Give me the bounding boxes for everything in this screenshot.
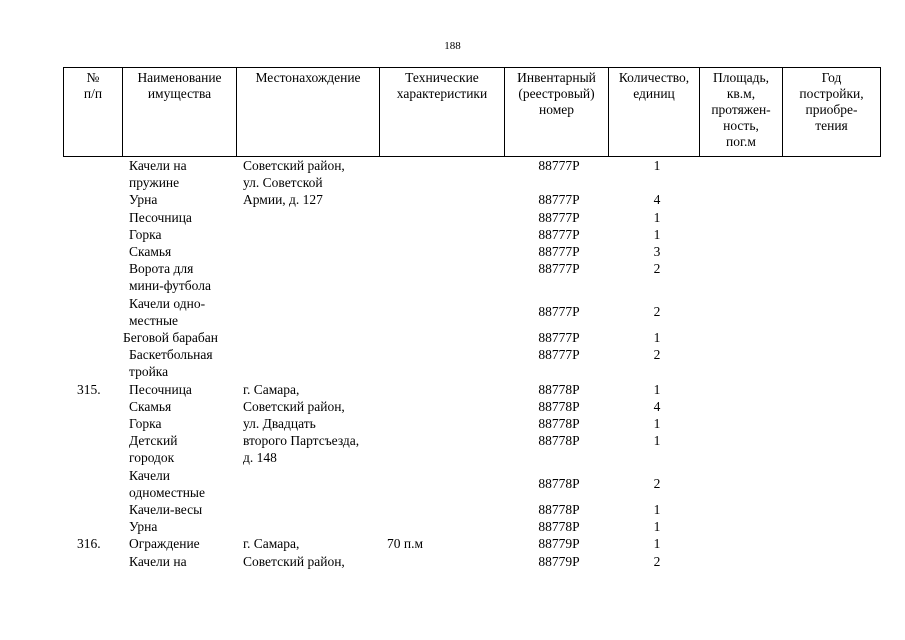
item-location: второго Партсъезда, xyxy=(243,433,360,449)
item-name: Детский xyxy=(129,433,178,449)
item-location: д. 148 xyxy=(243,450,277,466)
item-location: Советский район, xyxy=(243,553,345,569)
item-quantity: 1 xyxy=(653,330,661,345)
item-quantity: 4 xyxy=(653,398,661,414)
item-name: Ворота для xyxy=(129,261,194,277)
item-quantity: 1 xyxy=(653,226,661,242)
item-name: Скамья xyxy=(129,398,172,414)
item-location: г. Самара, xyxy=(243,536,300,552)
item-inventory: 88778Р xyxy=(538,502,580,517)
item-name: тройка xyxy=(129,364,169,380)
table-row xyxy=(0,432,905,449)
item-inventory: 88779Р xyxy=(538,536,580,552)
item-tech: 70 п.м xyxy=(387,536,424,552)
item-inventory: 88777Р xyxy=(538,158,580,173)
item-name: Качели одно- xyxy=(129,295,206,311)
item-name: Беговой барабан xyxy=(123,330,219,345)
item-quantity: 1 xyxy=(653,536,661,552)
table-header xyxy=(63,67,881,157)
item-name: Качели-весы xyxy=(129,502,203,517)
item-quantity: 3 xyxy=(653,244,661,259)
item-quantity: 2 xyxy=(653,553,661,569)
item-inventory: 88777Р xyxy=(538,192,580,208)
item-inventory: 88778Р xyxy=(538,476,580,492)
table-row xyxy=(0,191,905,208)
item-location: ул. Двадцать xyxy=(243,416,316,431)
item-inventory: 88777Р xyxy=(538,304,580,320)
item-quantity: 1 xyxy=(653,416,661,431)
item-quantity: 1 xyxy=(653,209,661,225)
table-row xyxy=(0,303,905,320)
item-name: Баскетбольная xyxy=(129,347,213,363)
item-quantity: 2 xyxy=(653,304,661,320)
header-tech: Технические характеристики xyxy=(380,68,505,157)
row-number: 315. xyxy=(77,381,101,397)
item-name: пружине xyxy=(129,175,180,191)
item-location: Советский район, xyxy=(243,158,345,173)
item-inventory: 88778Р xyxy=(538,416,580,431)
table-row xyxy=(0,277,905,294)
item-inventory: 88777Р xyxy=(538,347,580,363)
table-row xyxy=(0,260,905,277)
table-row xyxy=(0,346,905,363)
item-quantity: 4 xyxy=(653,192,661,208)
item-quantity: 1 xyxy=(653,158,661,173)
item-name: мини-футбола xyxy=(129,278,211,294)
table-row xyxy=(0,209,905,226)
item-inventory: 88778Р xyxy=(538,433,580,449)
item-name: Горка xyxy=(129,226,162,242)
page-number: 188 xyxy=(444,40,461,52)
item-quantity: 2 xyxy=(653,476,661,492)
item-location: ул. Советской xyxy=(243,175,323,191)
table-row xyxy=(0,501,905,518)
item-name: одноместные xyxy=(129,484,205,500)
item-quantity: 1 xyxy=(653,433,661,449)
item-name: Ограждение xyxy=(129,536,200,552)
item-name: местные xyxy=(129,312,179,328)
item-inventory: 88777Р xyxy=(538,261,580,277)
item-inventory: 88777Р xyxy=(538,244,580,259)
table-row xyxy=(0,553,905,570)
item-inventory: 88778Р xyxy=(538,398,580,414)
item-name: Песочница xyxy=(129,209,192,225)
table-row xyxy=(0,157,905,174)
item-name: Песочница xyxy=(129,381,192,397)
item-name: городок xyxy=(129,450,175,466)
header-quantity: Количество, единиц xyxy=(609,68,700,157)
row-number: 316. xyxy=(77,536,101,552)
header-number: № п/п xyxy=(64,68,123,157)
item-location: г. Самара, xyxy=(243,381,300,397)
table-row xyxy=(0,415,905,432)
item-location: Советский район, xyxy=(243,398,345,414)
item-quantity: 2 xyxy=(653,347,661,363)
item-name: Качели на xyxy=(129,158,187,173)
table-row xyxy=(0,398,905,415)
header-inventory: Инвентарный (реестровый) номер xyxy=(505,68,609,157)
item-location: Армии, д. 127 xyxy=(243,192,323,208)
item-inventory: 88779Р xyxy=(538,553,580,569)
table-row xyxy=(0,381,905,398)
item-inventory: 88777Р xyxy=(538,226,580,242)
header-location: Местонахождение xyxy=(237,68,380,157)
table-row xyxy=(0,535,905,552)
table-row xyxy=(0,475,905,492)
item-quantity: 2 xyxy=(653,261,661,277)
item-inventory: 88778Р xyxy=(538,519,580,535)
table-row xyxy=(0,329,905,346)
header-year: Год постройки, приобре- тения xyxy=(783,68,881,157)
table-row xyxy=(0,363,905,380)
item-name: Скамья xyxy=(129,244,172,259)
table-row xyxy=(0,226,905,243)
item-name: Качели на xyxy=(129,553,187,569)
table-row xyxy=(0,174,905,191)
item-name: Качели xyxy=(129,467,171,483)
header-area: Площадь, кв.м, протяжен- ность, пог.м xyxy=(700,68,783,157)
item-inventory: 88777Р xyxy=(538,330,580,345)
item-quantity: 1 xyxy=(653,502,661,517)
item-quantity: 1 xyxy=(653,519,661,535)
table-row xyxy=(0,449,905,466)
header-name: Наименование имущества xyxy=(123,68,237,157)
item-quantity: 1 xyxy=(653,381,661,397)
item-inventory: 88777Р xyxy=(538,209,580,225)
item-name: Горка xyxy=(129,416,162,431)
table-row xyxy=(0,518,905,535)
item-name: Урна xyxy=(129,519,158,535)
item-inventory: 88778Р xyxy=(538,381,580,397)
item-name: Урна xyxy=(129,192,158,208)
table-row xyxy=(0,243,905,260)
